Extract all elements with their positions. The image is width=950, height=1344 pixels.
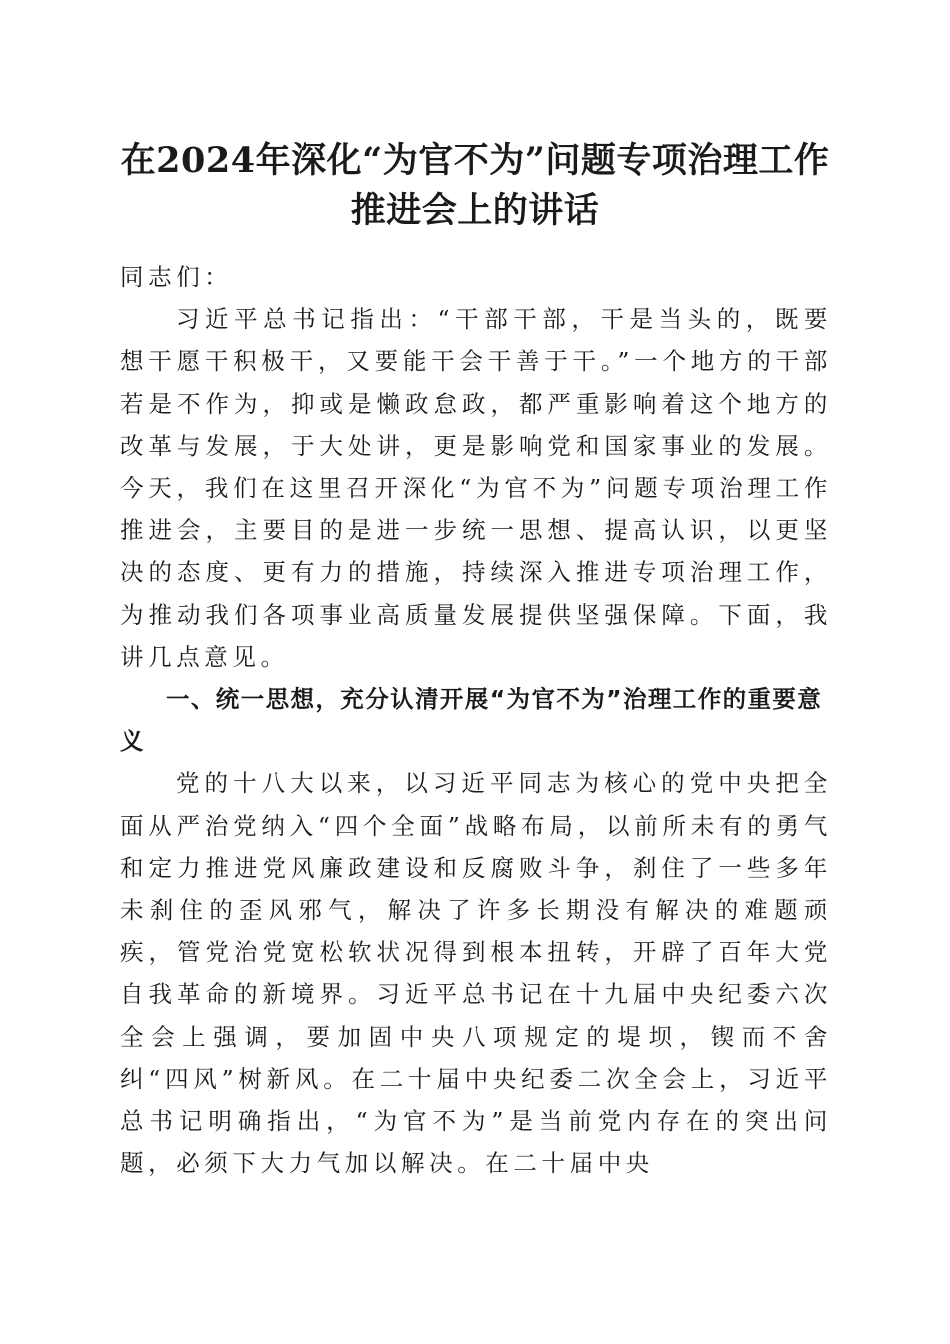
document-body xyxy=(120,256,832,1184)
document-title: 在2024年深化“为官不为”问题专项治理工作推进会上的讲话 xyxy=(120,140,830,231)
body-paragraph-section-1: 党的十八大以来，以习近平同志为核心的党中央把全面从严治党纳入“四个全面”战略布局，以前所未有的勇气和定力推进党风廉政建设和反腐败斗争，刹住了一些多年未刹住的歪风邪气，解决了许多长期没有解决的难题顽疾，管党治党宽松软状况得到根本扭转，开辟了百年大党自我革命的新境界。习近平总书记在十九届中央纪委六次全会上强调，要加固中央八项规定的堤坝，锲而不舍纠“四风”树新风。在二十届中央纪委二次全会上，习近平总书记明确指出，“为官不为”是当前党内存在的突出问题，必须下大力气加以解决。在二十届中央 xyxy=(120,769,832,1178)
section-heading-1: 一、统一思想，充分认清开展“为官不为”治理工作的重要意义 xyxy=(120,685,823,756)
body-paragraph-intro: 习近平总书记指出：“干部干部，干是当头的，既要想干愿干积极干，又要能干会干善于干。”一个地方的干部若是不作为，抑或是懒政怠政，都严重影响着这个地方的改革与发展，于大处讲，更是影响党和国家事业的发展。今天，我们在这里召开深化“为官不为”问题专项治理工作推进会，主要目的是进一步统一思想、提高认识，以更坚决的态度、更有力的措施，持续深入推进专项治理工作，为推动我们各项事业高质量发展提供坚强保障。下面，我讲几点意见。 xyxy=(120,305,832,671)
salutation: 同志们： xyxy=(120,263,233,291)
